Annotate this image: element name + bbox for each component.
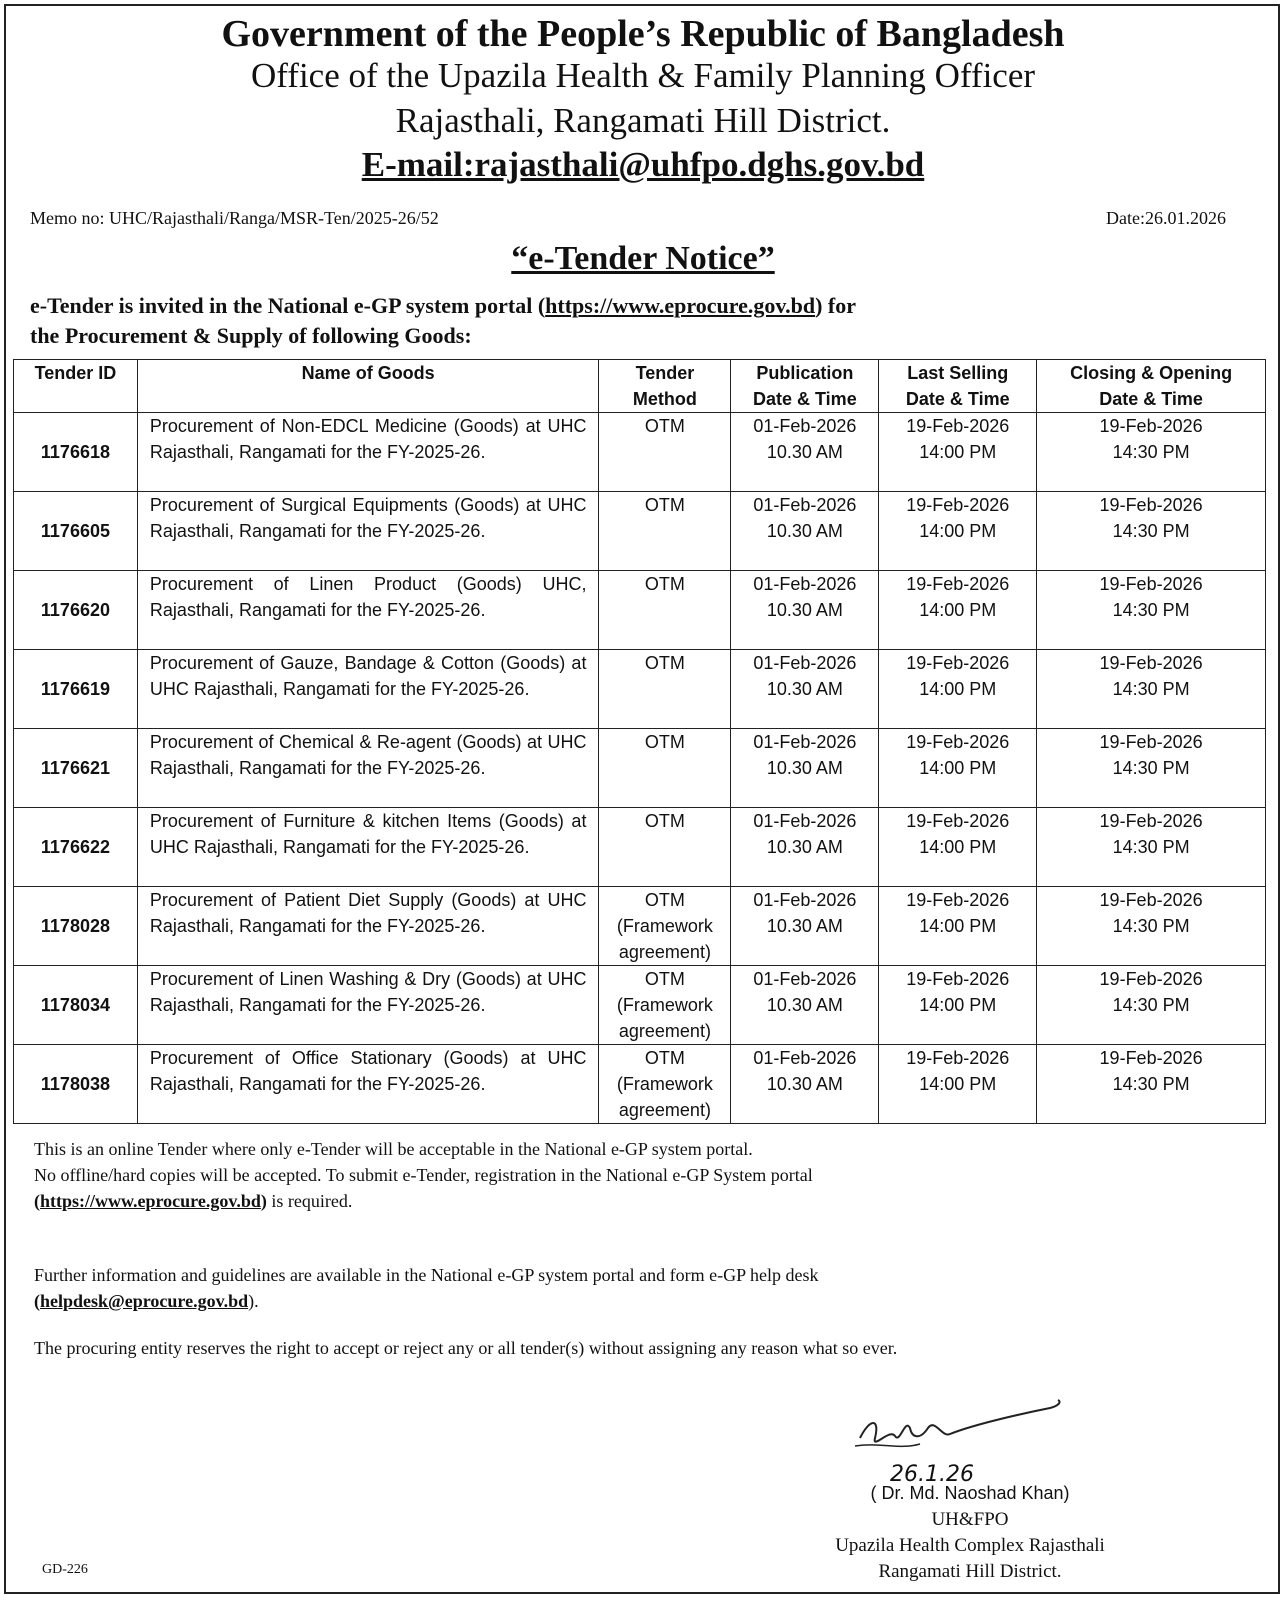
goods-name-cell: Procurement of Linen Product (Goods) UHC, Rajasthali, Rangamati for the FY-2025-26.	[137, 571, 599, 650]
tender-method-cell: OTM	[599, 571, 731, 650]
publication-cell: 01-Feb-2026 10.30 AM	[731, 887, 879, 966]
tender-id-cell: 1178038	[14, 1045, 138, 1124]
tender-method-cell: OTM	[599, 729, 731, 808]
tender-id-cell: 1176621	[14, 729, 138, 808]
goods-name-cell: Procurement of Surgical Equipments (Goods) at UHC Rajasthali, Rangamati for the FY-2025-26.	[137, 492, 599, 571]
goods-name-cell: Procurement of Gauze, Bandage & Cotton (Goods) at UHC Rajasthali, Rangamati for the FY-2025-26.	[137, 650, 599, 729]
col-header-last-selling: Last Selling Date & Time	[879, 360, 1037, 413]
tender-id-cell: 1178034	[14, 966, 138, 1045]
closing-opening-cell: 19-Feb-2026 14:30 PM	[1037, 571, 1266, 650]
memo-number: Memo no: UHC/Rajasthali/Ranga/MSR-Ten/2025-26/52	[30, 208, 439, 228]
last-selling-cell: 19-Feb-2026 14:00 PM	[879, 887, 1037, 966]
tender-id-cell: 1176618	[14, 413, 138, 492]
table-row	[14, 808, 1266, 887]
memo-date: Date:26.01.2026	[1106, 208, 1226, 228]
table-row	[14, 966, 1266, 1045]
col-header-publication: Publication Date & Time	[731, 360, 879, 413]
intro-text: e-Tender is invited in the National e-GP system portal (	[30, 293, 546, 318]
tender-method-cell: OTM (Framework agreement)	[599, 1045, 731, 1124]
note-further-info: Further information and guidelines are available in the National e-GP system portal and form e-GP help desk (helpdesk@eprocure.gov.bd).	[34, 1265, 819, 1311]
note-online-tender: This is an online Tender where only e-Tender will be acceptable in the National e-GP system portal. No offline/hard copies will be accepted. To submit e-Tender, registration in the National e-GP System portal (https://www.eprocure.gov.bd) is required.	[34, 1139, 813, 1211]
publication-cell: 01-Feb-2026 10.30 AM	[731, 492, 879, 571]
tender-method-cell: OTM	[599, 413, 731, 492]
closing-opening-cell: 19-Feb-2026 14:30 PM	[1037, 492, 1266, 571]
publication-cell: 01-Feb-2026 10.30 AM	[731, 650, 879, 729]
closing-opening-cell: 19-Feb-2026 14:30 PM	[1037, 887, 1266, 966]
form-code: GD-226	[42, 1562, 88, 1577]
tender-id-cell: 1176619	[14, 650, 138, 729]
table-row	[14, 729, 1266, 808]
col-header-closing: Closing & Opening Date & Time	[1037, 360, 1266, 413]
last-selling-cell: 19-Feb-2026 14:00 PM	[879, 1045, 1037, 1124]
tender-method-cell: OTM (Framework agreement)	[599, 887, 731, 966]
notice-title: “e-Tender Notice”	[511, 240, 775, 277]
tender-id-cell: 1176605	[14, 492, 138, 571]
intro-line-2: the Procurement & Supply of following Goods:	[30, 323, 472, 348]
office-heading: Office of the Upazila Health & Family Planning Officer	[250, 56, 1036, 95]
signatory-name: ( Dr. Md. Naoshad Khan)	[870, 1483, 1070, 1503]
goods-name-cell: Procurement of Linen Washing & Dry (Goods) at UHC Rajasthali, Rangamati for the FY-2025-26.	[137, 966, 599, 1045]
last-selling-cell: 19-Feb-2026 14:00 PM	[879, 966, 1037, 1045]
table-row	[14, 492, 1266, 571]
signatory-title: UH&FPO	[931, 1509, 1009, 1530]
table-row	[14, 887, 1266, 966]
tender-id-cell: 1178028	[14, 887, 138, 966]
signature-mark	[850, 1398, 1080, 1468]
publication-cell: 01-Feb-2026 10.30 AM	[731, 966, 879, 1045]
publication-cell: 01-Feb-2026 10.30 AM	[731, 571, 879, 650]
email-heading: E-mail:rajasthali@uhfpo.dghs.gov.bd	[361, 145, 925, 184]
tender-method-cell: OTM	[599, 650, 731, 729]
last-selling-cell: 19-Feb-2026 14:00 PM	[879, 413, 1037, 492]
note-rights: The procuring entity reserves the right to accept or reject any or all tender(s) without assigning any reason what so ever.	[34, 1338, 898, 1358]
location-heading: Rajasthali, Rangamati Hill District.	[395, 101, 891, 140]
tender-id-cell: 1176622	[14, 808, 138, 887]
table-row	[14, 650, 1266, 729]
eprocure-link-2[interactable]: https://www.eprocure.gov.bd	[40, 1191, 261, 1211]
tender-method-cell: OTM	[599, 492, 731, 571]
tender-id-cell: 1176620	[14, 571, 138, 650]
goods-name-cell: Procurement of Chemical & Re-agent (Goods) at UHC Rajasthali, Rangamati for the FY-2025-26.	[137, 729, 599, 808]
goods-name-cell: Procurement of Patient Diet Supply (Goods) at UHC Rajasthali, Rangamati for the FY-2025-26.	[137, 887, 599, 966]
closing-opening-cell: 19-Feb-2026 14:30 PM	[1037, 966, 1266, 1045]
eprocure-link[interactable]: https://www.eprocure.gov.bd	[545, 293, 816, 318]
closing-opening-cell: 19-Feb-2026 14:30 PM	[1037, 413, 1266, 492]
goods-name-cell: Procurement of Furniture & kitchen Items (Goods) at UHC Rajasthali, Rangamati for the FY-2025-26.	[137, 808, 599, 887]
tender-method-cell: OTM	[599, 808, 731, 887]
government-heading: Government of the People’s Republic of Bangladesh	[221, 13, 1065, 55]
goods-name-cell: Procurement of Office Stationary (Goods) at UHC Rajasthali, Rangamati for the FY-2025-26.	[137, 1045, 599, 1124]
col-header-method: Tender Method	[599, 360, 731, 413]
last-selling-cell: 19-Feb-2026 14:00 PM	[879, 571, 1037, 650]
col-header-goods: Name of Goods	[137, 360, 599, 413]
table-header-row	[14, 360, 1266, 413]
tender-table	[13, 359, 1266, 1124]
col-header-tender-id: Tender ID	[14, 360, 138, 413]
table-row	[14, 413, 1266, 492]
helpdesk-email-link[interactable]: helpdesk@eprocure.gov.bd	[40, 1291, 249, 1311]
last-selling-cell: 19-Feb-2026 14:00 PM	[879, 808, 1037, 887]
last-selling-cell: 19-Feb-2026 14:00 PM	[879, 650, 1037, 729]
publication-cell: 01-Feb-2026 10.30 AM	[731, 808, 879, 887]
signature-date: 26.1.26	[890, 1462, 974, 1487]
intro-text-end: ) for	[815, 293, 857, 318]
table-row	[14, 1045, 1266, 1124]
last-selling-cell: 19-Feb-2026 14:00 PM	[879, 492, 1037, 571]
closing-opening-cell: 19-Feb-2026 14:30 PM	[1037, 1045, 1266, 1124]
closing-opening-cell: 19-Feb-2026 14:30 PM	[1037, 808, 1266, 887]
table-row	[14, 571, 1266, 650]
signatory-district: Rangamati Hill District.	[878, 1561, 1062, 1582]
intro-paragraph	[30, 291, 1260, 351]
publication-cell: 01-Feb-2026 10.30 AM	[731, 1045, 879, 1124]
signatory-organization: Upazila Health Complex Rajasthali	[835, 1535, 1105, 1556]
publication-cell: 01-Feb-2026 10.30 AM	[731, 413, 879, 492]
goods-name-cell: Procurement of Non-EDCL Medicine (Goods) at UHC Rajasthali, Rangamati for the FY-2025-26.	[137, 413, 599, 492]
tender-method-cell: OTM (Framework agreement)	[599, 966, 731, 1045]
publication-cell: 01-Feb-2026 10.30 AM	[731, 729, 879, 808]
last-selling-cell: 19-Feb-2026 14:00 PM	[879, 729, 1037, 808]
closing-opening-cell: 19-Feb-2026 14:30 PM	[1037, 729, 1266, 808]
closing-opening-cell: 19-Feb-2026 14:30 PM	[1037, 650, 1266, 729]
